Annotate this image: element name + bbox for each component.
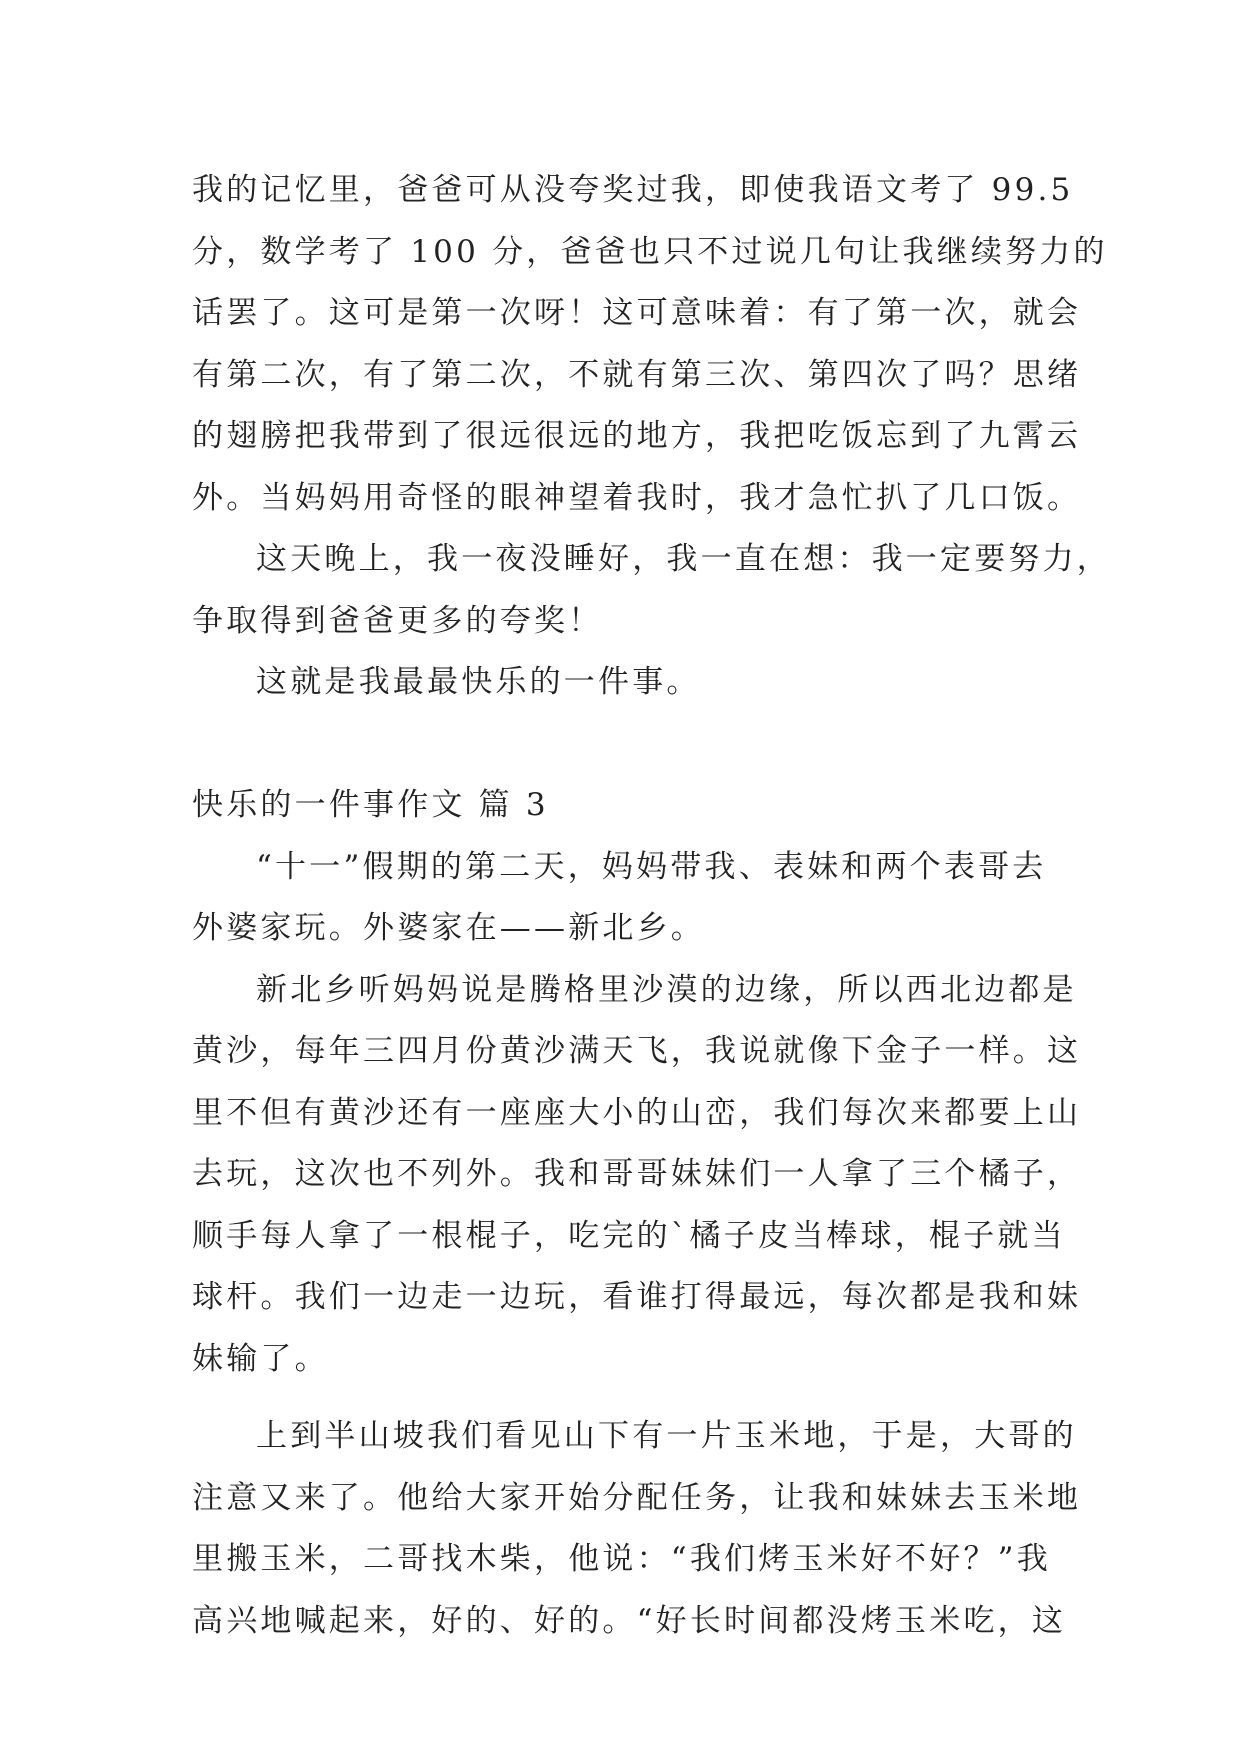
- paragraph-xinbei: [192, 960, 1082, 1391]
- text-line: 的翅膀把我带到了很远很远的地方，我把吃饭忘到了九霄云: [192, 418, 1082, 454]
- paragraph-conclusion: [192, 652, 1052, 714]
- text-line: 这天晚上，我一夜没睡好，我一直在想：我一定要努力，: [256, 541, 1111, 577]
- text-line: 高兴地喊起来，好的、好的。“好长时间都没烤玉米吃，这: [192, 1602, 1067, 1639]
- text-line: “十一”假期的第二天，妈妈带我、表妹和两个表哥去: [256, 848, 1047, 885]
- text-line: 我的记忆里，爸爸可从没夸奖过我，即使我语文考了 99.5: [192, 172, 1074, 208]
- text-line: 上到半山坡我们看见山下有一片玉米地，于是，大哥的: [256, 1418, 1077, 1454]
- text-line: 这就是我最最快乐的一件事。: [256, 664, 701, 700]
- paragraph-holiday: [192, 837, 1052, 960]
- text-line: 争取得到爸爸更多的夸奖！: [192, 602, 603, 639]
- text-line: 球杆。我们一边走一边玩，看谁打得最远，每次都是我和妹: [192, 1279, 1082, 1315]
- text-line: 妹输了。: [192, 1340, 329, 1377]
- paragraph-night: [192, 529, 1111, 652]
- text-line: 里搬玉米，二哥找木柴，他说：“我们烤玉米好不好？”我: [192, 1541, 1051, 1577]
- text-line: 分，数学考了 100 分，爸爸也只不过说几句让我继续努力的: [192, 233, 1108, 270]
- text-line: 去玩，这次也不列外。我和哥哥妹妹们一人拿了三个橘子，: [192, 1156, 1082, 1192]
- text-line: 外婆家玩。外婆家在——新北乡。: [192, 910, 705, 946]
- text-line: 黄沙，每年三四月份黄沙满天飞，我说就像下金子一样。这: [192, 1033, 1082, 1069]
- paragraph-memory: [192, 160, 1108, 529]
- text-line: 外。当妈妈用奇怪的眼神望着我时，我才急忙扒了几口饭。: [192, 479, 1082, 516]
- text-line: 话罢了。这可是第一次呀！这可意味着：有了第一次，就会: [192, 295, 1082, 331]
- text-line: 注意又来了。他给大家开始分配任务，让我和妹妹去玉米地: [192, 1479, 1082, 1516]
- text-line: 里不但有黄沙还有一座座大小的山峦，我们每次来都要上山: [192, 1094, 1082, 1131]
- blank-line: [192, 1390, 1052, 1406]
- text-line: 顺手每人拿了一根棍子，吃完的`橘子皮当棒球，棍子就当: [192, 1217, 1066, 1254]
- text-line: 有第二次，有了第二次，不就有第三次、第四次了吗？思绪: [192, 356, 1082, 393]
- paragraph-corn: [192, 1406, 1082, 1652]
- text-line: 新北乡听妈妈说是腾格里沙漠的边缘，所以西北边都是: [256, 971, 1077, 1008]
- document-body: [192, 160, 1111, 1652]
- blank-line: [192, 714, 1052, 776]
- section-title: 快乐的一件事作文 篇 3: [192, 787, 549, 823]
